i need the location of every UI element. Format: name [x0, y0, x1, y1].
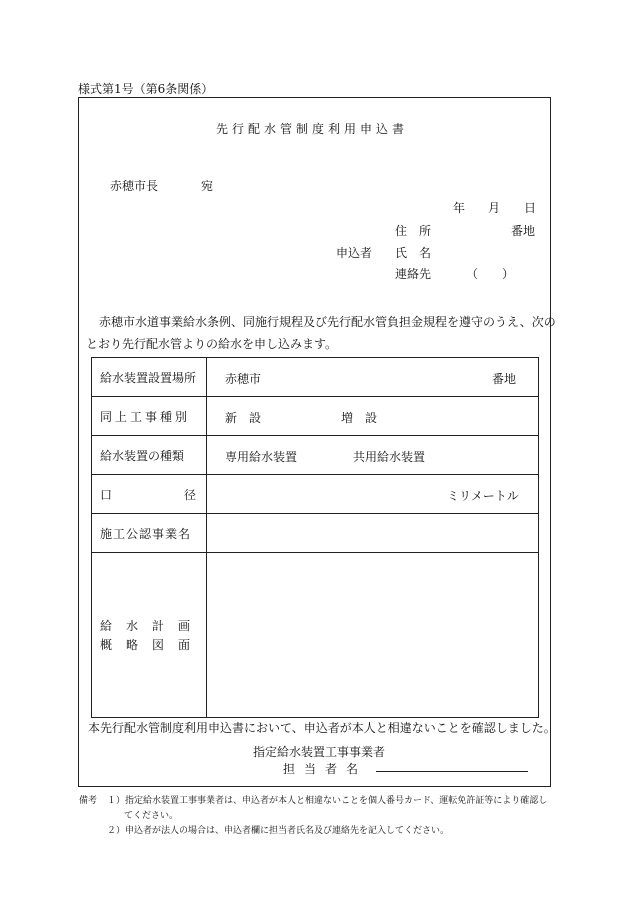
plan-label-cell — [92, 553, 207, 718]
note-2: ２）申込者が法人の場合は、申込者欄に担当者氏名及び連絡先を記入してください。 — [107, 826, 450, 836]
table-row-device-type — [92, 436, 539, 475]
table-row-plan — [92, 553, 539, 718]
device-type-value-cell[interactable] — [207, 436, 539, 475]
applicant-label: 申込者 — [336, 246, 373, 260]
addressee-honorific: 宛 — [201, 179, 214, 193]
contact-label: 連絡先 — [395, 267, 432, 281]
diameter-label-left: 口 — [100, 487, 113, 502]
intro-line-2: とおり先行配水管よりの給水を申し込みます。 — [86, 337, 338, 351]
location-label: 給水装置設置場所 — [100, 370, 197, 385]
notes-label: 備考 — [79, 796, 98, 806]
table-row-diameter — [92, 475, 539, 514]
date-year: 年 — [453, 201, 466, 215]
addressee-name: 赤穂市長 — [110, 179, 159, 193]
date-month: 月 — [488, 201, 501, 215]
intro-line-1: 赤穂市水道事業給水条例、同施行規程及び先行配水管負担金規程を遵守のうえ、次の — [99, 315, 556, 329]
work-type-add[interactable]: 増 設 — [341, 411, 378, 425]
confirmation-text: 本先行配水管制度利用申込書において、申込者が本人と相違ないことを確認しました。 — [88, 721, 556, 735]
contractor-label-cell — [92, 514, 207, 553]
address-label: 住 所 — [395, 224, 432, 238]
designated-company: 指定給水装置工事事業者 — [253, 745, 386, 759]
diameter-label-right: 径 — [183, 487, 196, 502]
signature-line[interactable] — [376, 771, 528, 772]
device-type-shared[interactable]: 共用給水装置 — [353, 450, 426, 464]
device-type-label: 給水装置の種類 — [100, 448, 185, 463]
work-type-new[interactable]: 新 設 — [225, 411, 262, 425]
contact-parens: （ ） — [466, 267, 515, 281]
work-type-value-cell[interactable] — [207, 397, 539, 436]
application-table — [91, 357, 539, 718]
diameter-value-cell[interactable] — [207, 475, 539, 514]
diameter-unit: ミリメートル — [447, 489, 519, 503]
plan-label-line-2: 概略図面 — [100, 638, 205, 652]
date-day: 日 — [524, 201, 537, 215]
table-row-location — [92, 358, 539, 397]
diameter-label-cell — [92, 475, 207, 514]
plan-label-line-1: 給水計画 — [100, 619, 205, 633]
location-value-cell[interactable] — [207, 358, 539, 397]
device-type-label-cell — [92, 436, 207, 475]
location-label-cell — [92, 358, 207, 397]
device-type-private[interactable]: 専用給水装置 — [225, 450, 298, 464]
work-type-label: 同上工事種別 — [100, 409, 191, 424]
table-row-contractor — [92, 514, 539, 553]
note-1-line-2: てください。 — [124, 811, 179, 821]
note-1-line-1: １）指定給水装置工事事業者は、申込者が本人と相違ないことを個人番号カード、運転免許証等により確認し — [107, 796, 548, 806]
form-title: 先行配水管制度利用申込書 — [216, 122, 409, 136]
plan-drawing-area[interactable] — [207, 553, 539, 718]
form-number: 様式第1号（第6条関係） — [78, 82, 214, 96]
designated-person-label: 担当者名 — [283, 762, 368, 776]
name-label: 氏 名 — [395, 246, 432, 260]
contractor-label: 施工公認事業名 — [100, 526, 192, 541]
contractor-value-cell[interactable] — [207, 514, 539, 553]
table-row-work-type — [92, 397, 539, 436]
work-type-label-cell — [92, 397, 207, 436]
location-city: 赤穂市 — [225, 372, 262, 386]
location-suffix: 番地 — [492, 372, 517, 386]
address-suffix: 番地 — [511, 224, 536, 238]
